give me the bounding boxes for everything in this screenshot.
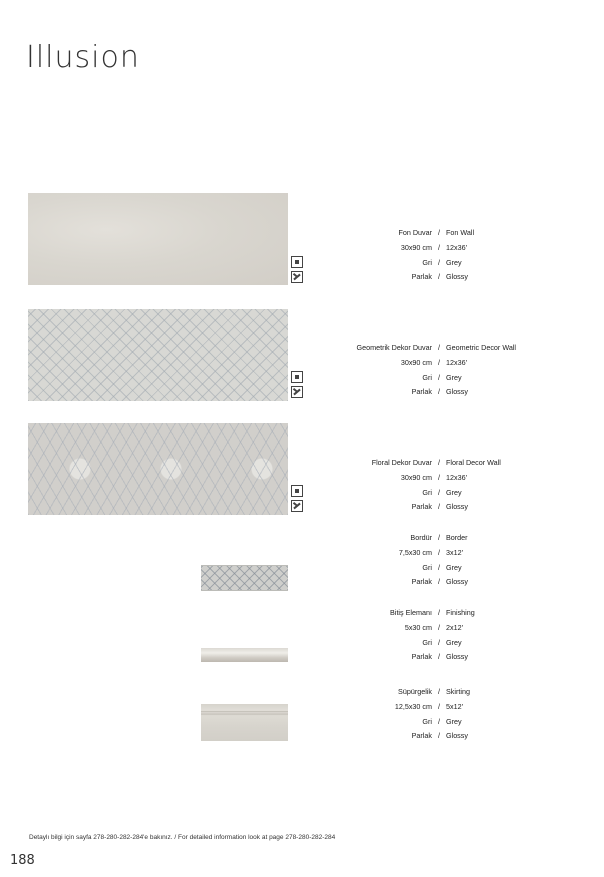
spec-size-row: 30x90 cm / 12x36': [400, 472, 467, 482]
floral-decor-tile-image: [28, 423, 288, 515]
product-spec: [300, 685, 540, 744]
spec-name-row: Bitiş Elemanı / Finishing: [390, 608, 475, 617]
spec-color-row: Gri / Grey: [422, 372, 462, 382]
spec-name-row: Süpürgelik / Skirting: [398, 687, 470, 696]
spec-color-row: Gri / Grey: [422, 487, 462, 497]
product-spec: [300, 341, 540, 400]
spec-name-row: Fon Duvar / Fon Wall: [398, 228, 475, 237]
spec-name-row: Bordür / Border: [410, 533, 468, 542]
spec-size-row: 7,5x30 cm / 3x12': [398, 547, 463, 557]
spec-finish-row: Parlak / Glossy: [411, 731, 468, 741]
spec-name-row: Geometrik Dekor Duvar / Geometric Decor Wall: [356, 343, 517, 352]
spec-color-row: Gri / Grey: [422, 637, 462, 647]
spec-color-row: Gri / Grey: [422, 257, 462, 267]
fon-wall-tile-image: [28, 193, 288, 285]
spec-finish-row: Parlak / Glossy: [411, 502, 468, 512]
geometric-decor-tile-image: [28, 309, 288, 401]
product-spec: [300, 531, 540, 590]
border-tile-image: [201, 565, 288, 591]
page-title: Illusion: [26, 40, 140, 75]
spec-size-row: 30x90 cm / 12x36': [400, 357, 467, 367]
spec-color-row: Gri / Grey: [422, 562, 462, 572]
spec-finish-row: Parlak / Glossy: [411, 652, 468, 662]
spec-finish-row: Parlak / Glossy: [411, 272, 468, 282]
spec-color-row: Gri / Grey: [422, 716, 462, 726]
spec-size-row: 30x90 cm / 12x36': [400, 242, 467, 252]
spec-finish-row: Parlak / Glossy: [411, 577, 468, 587]
finishing-tile-image: [201, 648, 288, 662]
product-spec: [300, 606, 540, 665]
product-spec: [300, 226, 540, 285]
product-spec: [300, 456, 540, 515]
spec-name-row: Floral Dekor Duvar / Floral Decor Wall: [371, 458, 501, 467]
spec-size-row: 5x30 cm / 2x12': [404, 622, 463, 632]
page-number: 188: [10, 853, 35, 868]
spec-finish-row: Parlak / Glossy: [411, 387, 468, 397]
spec-size-row: 12,5x30 cm / 5x12': [394, 701, 463, 711]
skirting-tile-image: [201, 704, 288, 741]
footnote: Detaylı bilgi için sayfa 278-280-282-284'e bakınız. / For detailed information look at page 278-280-282-284: [29, 834, 336, 841]
